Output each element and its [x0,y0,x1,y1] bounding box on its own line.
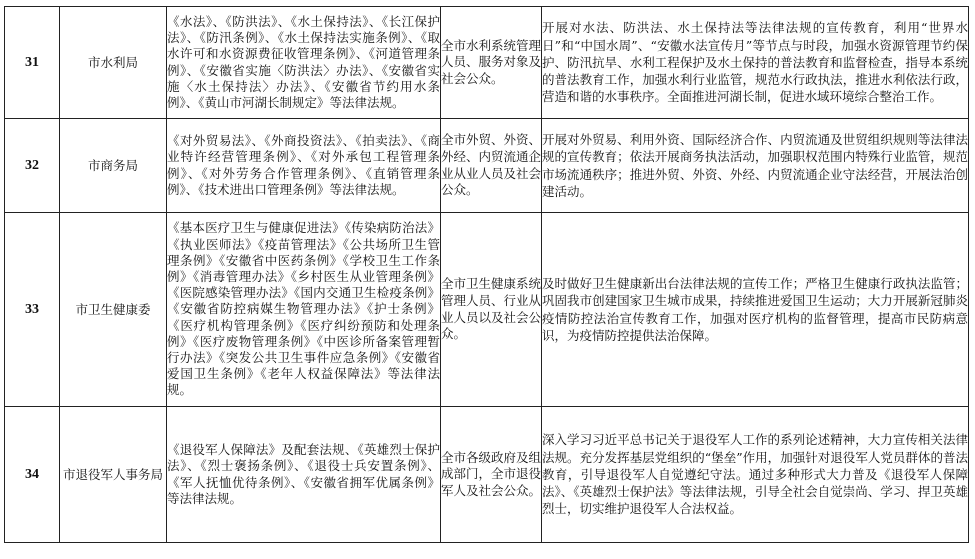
department-name: 市退役军人事务局 [60,407,167,543]
target-audience: 全市各级政府及组成部门，全市退役军人及社会公众。 [441,407,542,543]
work-description: 开展对水法、防洪法、水土保持法等法律法规的宣传教育，利用“世界水日”和“中国水周”、“安徽水法宣传月”等节点与时段，加强水资源管理节约保护、防汛抗旱、水利工程保护及水土保持的普法教育和监督检查，指导本系统的普法教育工作，加强水利行业监管，规范水行政执法，推进水利依法行政，营造和谐的水事秩序。全面推进河湖长制，促进水域环境综合整治工作。 [542,7,969,119]
table-row [5,119,969,213]
laws-list: 《对外贸易法》、《外商投资法》、《拍卖法》、《商业特许经营管理条例》、《对外承包工程管理条例》、《对外劳务合作管理条例》、《直销管理条例》、《技术进出口管理条例》等法律法规。 [167,119,441,213]
target-audience: 全市水利系统管理人员、服务对象及社会公众。 [441,7,542,119]
laws-list: 《退役军人保障法》及配套法规、《英雄烈士保护法》、《烈士褒扬条例》、《退役士兵安置条例》、《军人抚恤优待条例》、《安徽省拥军优属条例》等法律法规。 [167,407,441,543]
work-description: 深入学习习近平总书记关于退役军人工作的系列论述精神，大力宣传相关法律法规。充分发挥基层党组织的“堡垒”作用，加强针对退役军人党员群体的普法教育，引导退役军人自觉遵纪守法。通过多种形式大力普及《退役军人保障法》、《英雄烈士保护法》等法律法规，引导全社会自觉崇尚、学习、捍卫英雄烈士，切实维护退役军人合法权益。 [542,407,969,543]
department-name: 市卫生健康委 [60,213,167,407]
laws-list: 《基本医疗卫生与健康促进法》《传染病防治法》《执业医师法》《疫苗管理法》《公共场所卫生管理条例》《安徽省中医药条例》《学校卫生工作条例》《消毒管理办法》《乡村医生从业管理条例》《医院感染管理办法》《国内交通卫生检疫条例》《安徽省防控病媒生物管理办法》《护士条例》《医疗机构管理条例》《医疗纠纷预防和处理条例》《医疗废物管理条例》《中医诊所备案管理暂行办法》《突发公共卫生事件应急条例》《安徽省爱国卫生条例》《老年人权益保障法》等法律法规。 [167,213,441,407]
work-description: 开展对外贸易、利用外资、国际经济合作、内贸流通及世贸组织规则等法律法规的宣传教育；依法开展商务执法活动，加强职权范围内特殊行业监管，规范市场流通秩序；推进外贸、外资、外经、内贸流通企业守法经营，开展法治创建活动。 [542,119,969,213]
target-audience: 全市卫生健康系统管理人员、行业从业人员以及社会公众。 [441,213,542,407]
table-row [5,407,969,543]
row-number: 33 [5,213,60,407]
row-number: 31 [5,7,60,119]
department-name: 市商务局 [60,119,167,213]
law-publicity-table [4,6,969,543]
department-name: 市水利局 [60,7,167,119]
table-row [5,213,969,407]
row-number: 32 [5,119,60,213]
row-number: 34 [5,407,60,543]
target-audience: 全市外贸、外资、外经、内贸流通企业从业人员及社会公众。 [441,119,542,213]
work-description: 及时做好卫生健康新出台法律法规的宣传工作；严格卫生健康行政执法监管；巩固我市创建国家卫生城市成果，持续推进爱国卫生运动；大力开展新冠肺炎疫情防控法治宣传教育工作，加强对医疗机构的监督管理，提高市民防病意识，为疫情防控提供法治保障。 [542,213,969,407]
table-row [5,7,969,119]
laws-list: 《水法》、《防洪法》、《水土保持法》、《长江保护法》、《防汛条例》、《水土保持法实施条例》、《取水许可和水资源费征收管理条例》、《河道管理条例》、《安徽省实施〈防洪法〉办法》、《安徽省实施〈水土保持法〉办法》、《安徽省节约用水条例》、《黄山市河湖长制规定》等法律法规。 [167,7,441,119]
